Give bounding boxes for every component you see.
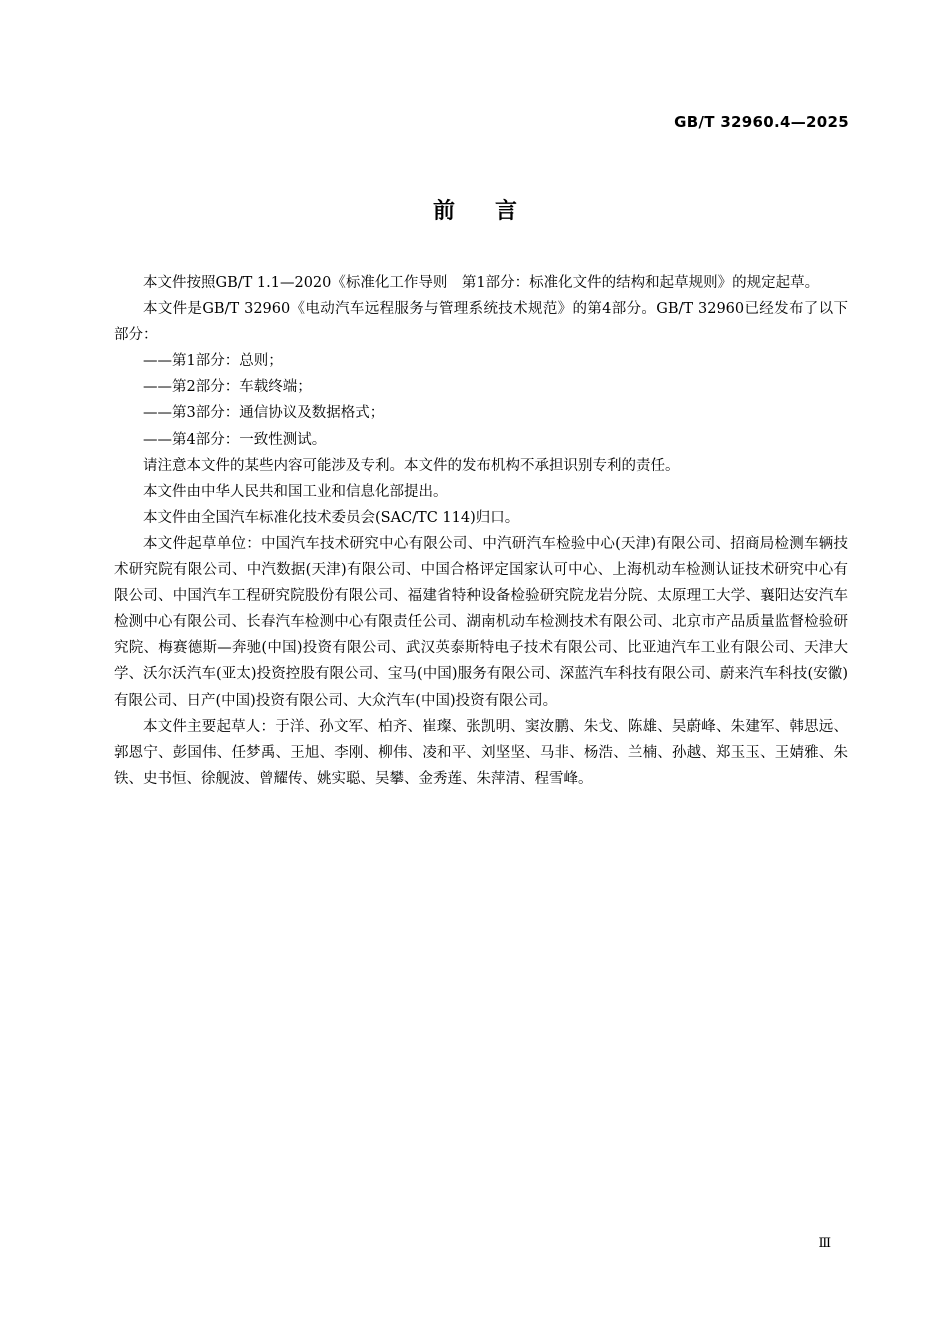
paragraph-drafting-rules: 本文件按照GB/T 1.1—2020《标准化工作导则 第1部分：标准化文件的结构和起草规则》的规定起草。 — [143, 275, 820, 291]
paragraph-patent-notice: 请注意本文件的某些内容可能涉及专利。本文件的发布机构不承担识别专利的责任。 — [143, 457, 680, 474]
standard-number: GB/T 32960.4—2025 — [674, 113, 849, 131]
paragraph-under-jurisdiction: 本文件由全国汽车标准化技术委员会(SAC/TC 114)归口。 — [143, 509, 520, 526]
paragraph-main-drafters: 本文件主要起草人：于洋、孙文军、柏齐、崔璨、张凯明、窦汝鹏、朱戈、陈雄、吴蔚峰、朱建军、韩思远、郭恩宁、彭国伟、任梦禹、王旭、李刚、柳伟、凌和平、刘坚坚、马非、杨浩、兰楠、孙越、郑玉玉、王婧雅、朱铁、史书恒、徐舰波、曾耀传、姚实聪、吴攀、金秀莲、朱萍清、程雪峰。 — [114, 718, 848, 787]
list-item-part-4: ——第4部分：一致性测试。 — [143, 431, 327, 448]
page-number: Ⅲ — [818, 1236, 831, 1251]
paragraph-proposed-by: 本文件由中华人民共和国工业和信息化部提出。 — [143, 483, 448, 500]
page-title: 前言 — [432, 199, 557, 224]
list-item-part-1: ——第1部分：总则； — [143, 353, 283, 370]
foreword-body — [114, 270, 848, 792]
list-item-part-2: ——第2部分：车载终端； — [143, 379, 312, 396]
paragraph-series-parts: 本文件是GB/T 32960《电动汽车远程服务与管理系统技术规范》的第4部分。GB/T 32960已经发布了以下部分： — [114, 301, 848, 344]
paragraph-drafting-organizations: 本文件起草单位：中国汽车技术研究中心有限公司、中汽研汽车检验中心(天津)有限公司、招商局检测车辆技术研究院有限公司、中汽数据(天津)有限公司、中国合格评定国家认可中心、上海机动车检测认证技术研究中心有限公司、中国汽车工程研究院股份有限公司、福建省特种设备检验研究院龙岩分院、太原理工大学、襄阳达安汽车检测中心有限公司、长春汽车检测中心有限责任公司、湖南机动车检测技术有限公司、北京市产品质量监督检验研究院、梅赛德斯—奔驰(中国)投资有限公司、武汉英泰斯特电子技术有限公司、比亚迪汽车工业有限公司、天津大学、沃尔沃汽车(亚太)投资控股有限公司、宝马(中国)服务有限公司、深蓝汽车科技有限公司、蔚来汽车科技(安徽)有限公司、日产(中国)投资有限公司、大众汽车(中国)投资有限公司。 — [114, 535, 848, 709]
list-item-part-3: ——第3部分：通信协议及数据格式； — [143, 405, 385, 422]
